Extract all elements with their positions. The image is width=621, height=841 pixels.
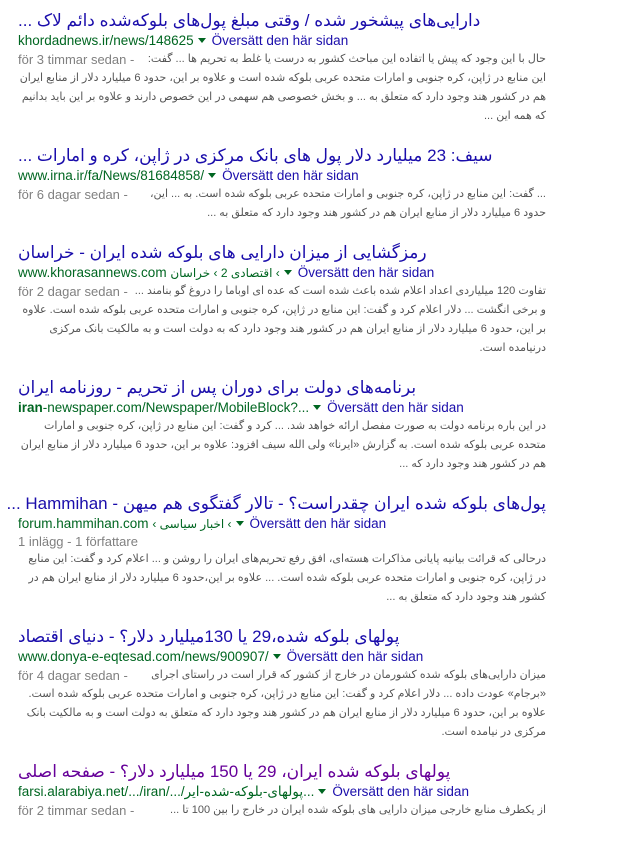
result-breadcrumb: › اخبار سیاسی › — [152, 517, 232, 531]
result-title-link[interactable]: رمزگشایی از میزان دارایی های بلوکه شده ایران - خراسان — [18, 243, 427, 262]
translate-link[interactable]: Översätt den här sidan — [222, 168, 359, 183]
search-result-5 — [6, 493, 546, 607]
search-result-1 — [18, 10, 546, 126]
result-url: khordadnews.ir/news/148625 — [18, 33, 194, 48]
result-breadcrumb: › اقتصادی 2 › خراسان — [170, 266, 280, 280]
chevron-down-icon[interactable] — [318, 789, 326, 794]
result-snippet — [18, 282, 546, 358]
result-meta: 1 inlägg - 1 författare — [18, 534, 138, 549]
result-snippet — [18, 417, 546, 474]
result-snippet — [18, 550, 546, 607]
result-snippet — [18, 50, 546, 126]
result-url-line — [18, 264, 546, 282]
result-title-link[interactable]: پولهای بلوکه شده ایران، 29 یا 150 میلیارد دلار؟ - صفحه اصلی — [18, 762, 451, 781]
result-date: för 3 timmar sedan - — [18, 52, 135, 67]
result-url: forum.hammihan.com — [18, 516, 149, 531]
result-title-link[interactable]: پولهای بلوکه شده،29 یا 130میلیارد دلار؟ - دنیای اقتصاد — [18, 627, 400, 646]
search-result-7 — [18, 761, 546, 820]
chevron-down-icon[interactable] — [208, 173, 216, 178]
result-title-link[interactable]: دارایی‌های پیشخور شده / وقتی مبلغ پول‌های بلوکه‌شده دائم لاک ... — [18, 11, 481, 30]
result-url-line — [18, 648, 546, 666]
search-results — [6, 10, 546, 839]
result-url-line — [18, 515, 546, 533]
result-url-rest: -newspaper.com/Newspaper/MobileBlock?... — [42, 400, 310, 415]
result-snippet — [18, 666, 546, 742]
translate-link[interactable]: Översätt den här sidan — [211, 33, 349, 48]
result-snippet-text: از یکطرف منابع خارجی میزان دارایی های بلوکه شده ایران در خارج را بین 100 تا ... — [170, 804, 546, 816]
result-url: farsi.alarabiya.net/.../iran/.../پولهای-بلوکه-شده-ایر... — [18, 784, 315, 799]
result-snippet-text: درحالی که قرائت بیانیه پایانی مذاکرات هسته‌ای، افق رفع تحریم‌های ایران را روشن و ... اعلام کرد و گفت: این منابع در ژاپن، کره جنوبی و امارات متحده عربی بلوکه شده است. ... علاوه بر این،حدود 6 میلیارد دلار از منابع ایران هم در کشور هند وجود دارد که متعلق به ... — [28, 553, 546, 603]
result-snippet-text: حال با این وجود که پیش یا اتفاده این مباحث کشور به درست یا غلط به تحریم ها ... گفت: این منابع در ژاپن، کره جنوبی و امارات متحده عربی بلوکه شده است و علاوه بر این، حدود 6 میلیارد دلار از منابع ایران هم در کشور هند وجود دارد که متعلق به ... و بخش خصوصی هم سهمی در این خصوص دارند و علاوه بر این باید بدانیم که همه این ... — [19, 53, 546, 122]
translate-link[interactable]: Översätt den här sidan — [286, 649, 424, 664]
result-snippet-text: در این باره برنامه دولت به صورت مفصل ارائه خواهد شد. ... کرد و گفت: این منابع در ژاپن، کره جنوبی و امارات متحده عربی بلوکه شده است. به گزارش «ایرنا» ولی الله سیف افزود: علاوه بر این، حدود 6 میلیارد دلار از منابع ایران هم در کشور هند وجود دارد که ... — [20, 420, 546, 470]
result-snippet — [18, 185, 546, 223]
translate-link[interactable]: Översätt den här sidan — [297, 265, 435, 280]
result-snippet-text: تفاوت 120 میلیاردی اعداد اعلام شده باعث شده است که عده ای اوباما را دروغ گو بنامند ... و برخی انگشت ... دلار اعلام کرد و گفت: این منابع در ژاپن، کره جنوبی و امارات متحده عربی بلوکه شده است. علاوه بر این، حدود 6 میلیارد دلار از منابع ایران هم در کشور هند وجود دارد که به دولت است و به مالکیت بانک مرکزی درنیامده است. — [22, 285, 546, 354]
translate-link[interactable]: Översätt den här sidan — [327, 400, 464, 415]
result-url — [18, 400, 309, 415]
chevron-down-icon[interactable] — [273, 654, 281, 659]
result-url: www.khorasannews.com — [18, 265, 167, 280]
chevron-down-icon[interactable] — [236, 521, 244, 526]
search-result-3 — [18, 242, 546, 358]
result-snippet-text: میزان دارایی‌های بلوکه شده کشورمان در خارج از کشور که قرار است در راستای اجرای «برجام» عودت داده ... دلار اعلام کرد و گفت: این منابع در ژاپن، کره جنوبی و امارات متحده عربی بلوکه شده است. علاوه بر این، حدود 6 میلیارد دلار از منابع ایران هم در کشور هند وجود دارد که متعلق به دولت است و به مالکیت بانک مرکزی در نیامده است. — [26, 669, 546, 738]
translate-link[interactable]: Översätt den här sidan — [249, 516, 387, 531]
result-date: för 2 timmar sedan - — [18, 803, 135, 818]
result-title-link[interactable]: پول‌های بلوکه شده ایران چقدراست؟ - تالار گفتگوی هم میهن - Hammihan ... — [6, 494, 546, 513]
result-url-line — [18, 399, 546, 417]
result-date: för 2 dagar sedan - — [18, 284, 128, 299]
result-title-link[interactable]: سیف: 23 میلیارد دلار پول های بانک مرکزی در ژاپن، کره و امارات ... — [18, 146, 493, 165]
chevron-down-icon[interactable] — [198, 38, 206, 43]
search-result-2 — [18, 145, 546, 223]
result-url-bold: iran — [18, 400, 43, 415]
result-url-line — [18, 167, 546, 185]
result-title-link[interactable]: برنامه‌های دولت برای دوران پس از تحریم - روزنامه ایران — [18, 378, 417, 397]
chevron-down-icon[interactable] — [284, 270, 292, 275]
chevron-down-icon[interactable] — [313, 405, 321, 410]
result-url-line — [18, 783, 546, 801]
translate-link[interactable]: Översätt den här sidan — [332, 784, 469, 799]
result-snippet-text: ... گفت: این منابع در ژاپن، کره جنوبی و امارات متحده عربی بلوکه شده است. به ... این، حدود 6 میلیارد دلار از منابع ایران هم در کشور هند وجود دارد که متعلق به ... — [149, 188, 546, 219]
search-result-6 — [18, 626, 546, 742]
result-url: www.donya-e-eqtesad.com/news/900907/ — [18, 649, 269, 664]
result-url: www.irna.ir/fa/News/81684858/ — [18, 168, 205, 183]
result-date: för 6 dagar sedan - — [18, 187, 128, 202]
result-url-line — [18, 32, 546, 50]
search-result-4 — [18, 377, 546, 474]
result-date: för 4 dagar sedan - — [18, 668, 128, 683]
result-snippet — [18, 801, 546, 820]
